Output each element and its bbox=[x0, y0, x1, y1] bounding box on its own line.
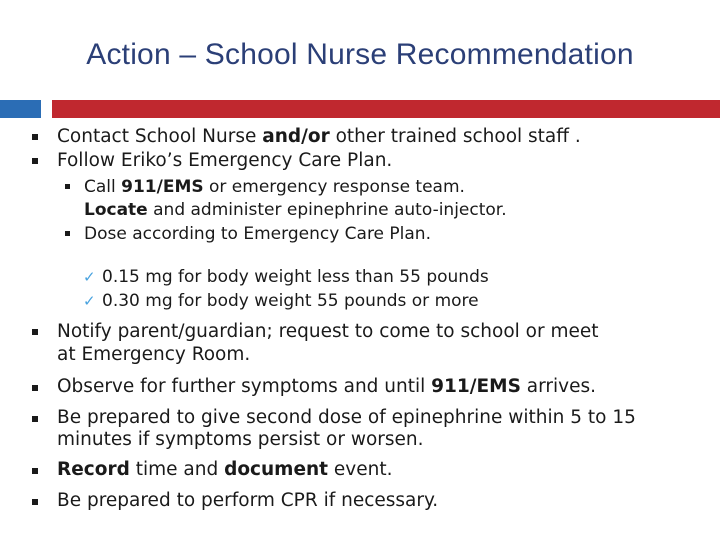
bullet-record-event: Record time and document event. bbox=[57, 459, 393, 480]
title-rule-blue bbox=[0, 100, 41, 118]
slide-title: Action – School Nurse Recommendation bbox=[86, 38, 634, 71]
bullet-follow-plan: Follow Eriko’s Emergency Care Plan. bbox=[57, 150, 393, 171]
bullet-notify-parent-line2: at Emergency Room. bbox=[57, 344, 251, 365]
sub-bullet-marker bbox=[65, 231, 70, 236]
bullet-second-dose-line1: Be prepared to give second dose of epinephrine within 5 to 15 bbox=[57, 407, 636, 428]
check-item-015mg: 0.15 mg for body weight less than 55 pounds bbox=[102, 267, 489, 287]
sub-bullet-locate: Locate and administer epinephrine auto-injector. bbox=[84, 200, 507, 220]
check-icon: ✓ bbox=[83, 292, 96, 310]
bullet-marker bbox=[32, 385, 38, 391]
bullet-marker bbox=[32, 158, 38, 164]
bullet-marker bbox=[32, 468, 38, 474]
bullet-contact-nurse: Contact School Nurse and/or other trained school staff . bbox=[57, 126, 581, 147]
sub-bullet-call-911: Call 911/EMS or emergency response team. bbox=[84, 177, 465, 197]
check-icon: ✓ bbox=[83, 268, 96, 286]
bullet-second-dose-line2: minutes if symptoms persist or worsen. bbox=[57, 429, 424, 450]
bullet-marker bbox=[32, 499, 38, 505]
sub-bullet-dose: Dose according to Emergency Care Plan. bbox=[84, 224, 431, 244]
bullet-marker bbox=[32, 329, 38, 335]
bullet-observe: Observe for further symptoms and until 911/EMS arrives. bbox=[57, 376, 597, 397]
bullet-cpr: Be prepared to perform CPR if necessary. bbox=[57, 490, 439, 511]
bullet-marker bbox=[32, 134, 38, 140]
bullet-marker bbox=[32, 416, 38, 422]
check-item-030mg: 0.30 mg for body weight 55 pounds or more bbox=[102, 291, 479, 311]
bullet-notify-parent-line1: Notify parent/guardian; request to come to school or meet bbox=[57, 321, 599, 342]
title-rule-red bbox=[52, 100, 720, 118]
sub-bullet-marker bbox=[65, 184, 70, 189]
